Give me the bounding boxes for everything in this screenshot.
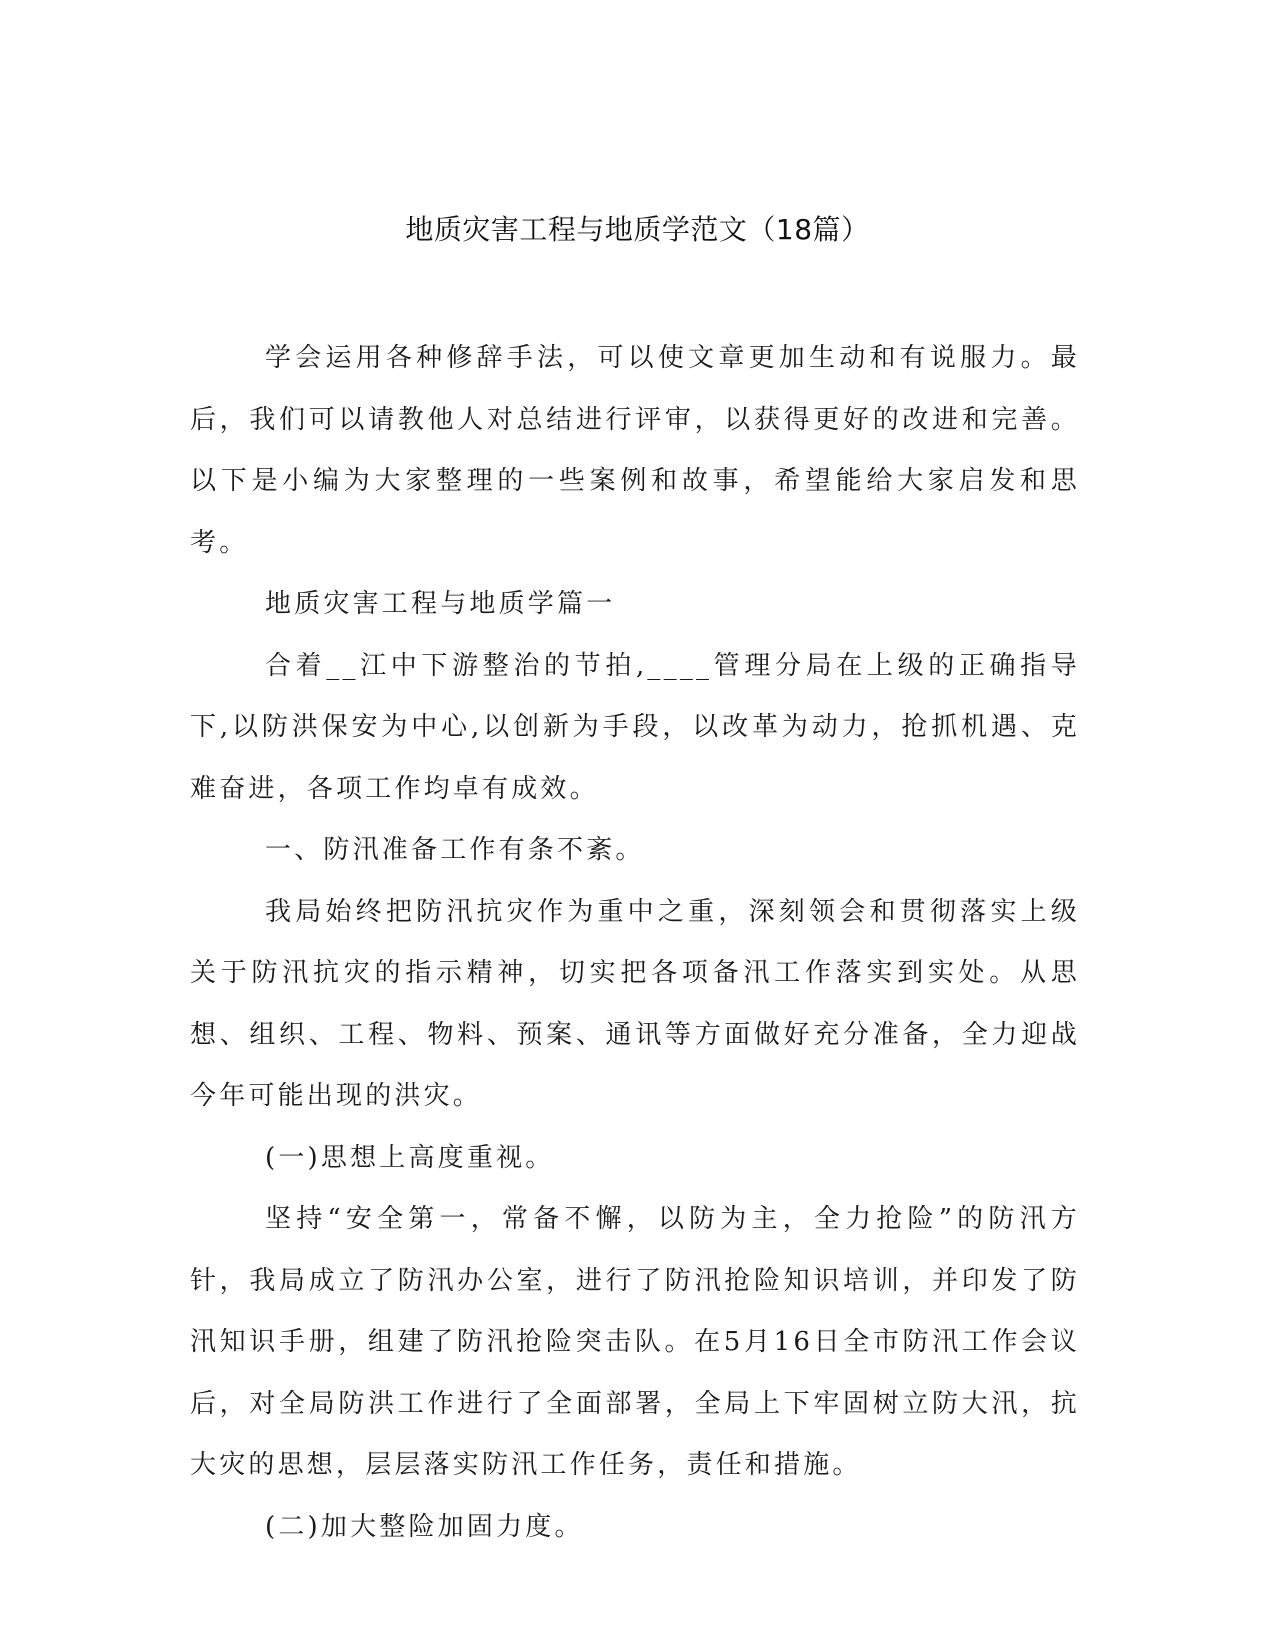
section-heading: 一、防汛准备工作有条不紊。 — [265, 835, 645, 865]
section-heading-part-one: 地质灾害工程与地质学篇一 — [265, 589, 616, 619]
body-paragraph: 我局始终把防汛抗灾作为重中之重，深刻领会和贯彻落实上级关于防汛抗灾的指示精神，切实把各项备汛工作落实到实处。从思想、组织、工程、物料、预案、通讯等方面做好充分准备，全力迎战今年可能出现的洪灾。 — [190, 896, 1080, 1111]
subsection-heading: (二)加大整险加固力度。 — [265, 1511, 584, 1542]
intro-paragraph: 学会运用各种修辞手法，可以使文章更加生动和有说服力。最后，我们可以请教他人对总结进行评审，以获得更好的改进和完善。以下是小编为大家整理的一些案例和故事，希望能给大家启发和思考。 — [190, 343, 1080, 558]
subsection-heading: (一)思想上高度重视。 — [265, 1142, 555, 1173]
body-paragraph: 坚持“安全第一，常备不懈，以防为主，全力抢险”的防汛方针，我局成立了防汛办公室，进行了防汛抢险知识培训，并印发了防汛知识手册，组建了防汛抢险突击队。在5月16日全市防汛工作会议后，对全局防洪工作进行了全面部署，全局上下牢固树立防大汛，抗大灾的思想，层层落实防汛工作任务，责任和措施。 — [190, 1204, 1080, 1480]
document-title: 地质灾害工程与地质学范文（18篇） — [405, 213, 870, 246]
document-body — [190, 328, 1080, 1558]
body-paragraph: 合着__江中下游整治的节拍,____管理分局在上级的正确指导下,以防洪保安为中心,以创新为手段，以改革为动力，抢抓机遇、克难奋进，各项工作均卓有成效。 — [190, 650, 1080, 804]
